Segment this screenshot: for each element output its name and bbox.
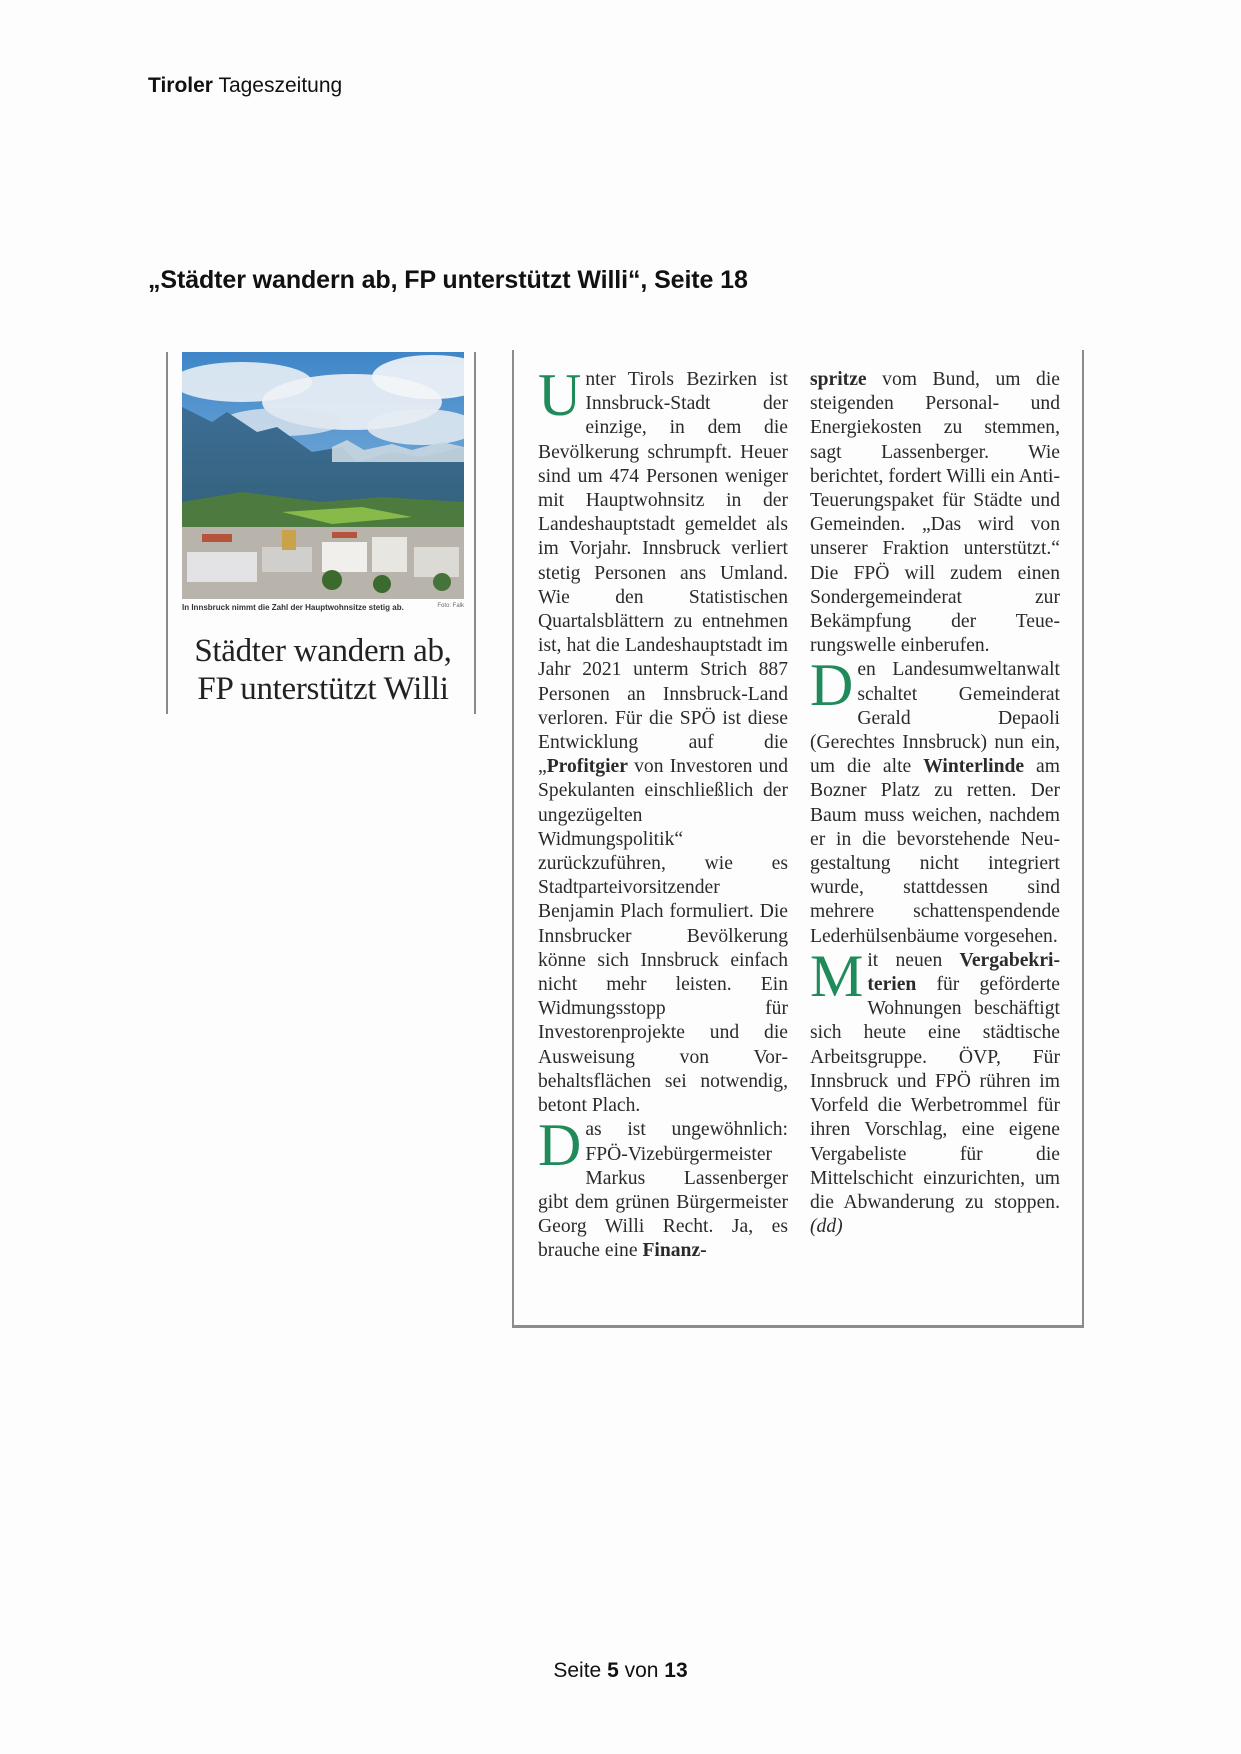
body-text: für geförderte Wohnungen beschäftigt sich heute eine städtische Arbeitsgruppe. ÖVP, Für Innsbruck und FPÖ rühren im Vorfeld die Werbetrommel für ihren Vorschlag, eine eigene Vergabeliste für die Mittelschicht einzurichten, um die Abwanderung zu stoppen.	[810, 974, 1060, 1213]
photo-caption-row	[182, 603, 464, 612]
teaser-headline-line1: Städter wandern ab,	[194, 633, 452, 669]
drop-cap: D	[810, 652, 854, 719]
bold-text: spritze	[810, 369, 867, 390]
photo-illustration	[182, 352, 464, 599]
body-text: en Landesumweltanwalt schaltet Gemeinderat Gerald Depaoli (Gerechtes Innsbruck) nun ein, um die alte	[810, 659, 1060, 778]
publication-name-rest: Tageszeitung	[218, 74, 343, 97]
article-paragraph	[538, 362, 788, 1118]
drop-cap: D	[538, 1112, 582, 1179]
teaser-headline-line2: FP unterstützt Willi	[197, 671, 449, 707]
page-total: 13	[664, 1659, 688, 1682]
page-footer	[0, 1659, 1241, 1683]
masthead	[148, 74, 342, 98]
article-column-2	[810, 368, 1060, 1239]
drop-cap: M	[810, 942, 864, 1009]
article-paragraph	[810, 942, 1060, 1239]
article-box	[512, 350, 1084, 1328]
teaser-column	[166, 352, 476, 714]
photo-caption: In Innsbruck nimmt die Zahl der Hauptwohnsitze stetig ab.	[182, 603, 404, 612]
page-prefix: Seite	[553, 1659, 602, 1682]
body-text: vom Bund, um die steigenden Personal- und Energiekosten zu stemmen, sagt Lassenberger. Wie berichtet, fordert Willi ein Anti-Teuerungspaket für Städte und Gemeinden. „Das wird von unserer Fraktion unterstützt.“ Die FPÖ will zudem einen Sondergemeinderat zur Bekämpfung der Teuerungswelle einberufen.	[810, 369, 1060, 657]
body-text: as ist ungewöhnlich: FPÖ-Vizebürgermeister Markus Lassenberger gibt dem grünen Bürgermeister Georg Willi Recht. Ja, es brauche eine	[538, 1119, 788, 1262]
author-initials: (dd)	[810, 1216, 843, 1238]
page-current: 5	[607, 1659, 619, 1682]
article-paragraph	[538, 1112, 788, 1263]
article-paragraph-continued	[810, 368, 1060, 658]
page-mid: von	[624, 1659, 659, 1682]
bold-text: Winterlinde	[923, 756, 1025, 778]
article-photo	[182, 352, 464, 599]
bold-text: Profitgier	[546, 756, 628, 778]
clipping-title: „Städter wandern ab, FP unterstützt Willi“, Seite 18	[148, 266, 748, 294]
bold-text: Finanz-	[642, 1240, 707, 1262]
drop-cap: U	[538, 362, 582, 428]
bold-text: Vergabekriterien	[867, 949, 1060, 996]
body-text: am Bozner Platz zu retten. Der Baum muss weichen, nachdem er in die bevorstehende Neugestaltung nicht integriert wurde, stattdessen sind mehrere schattenspendende Lederhülsenbäume vorgesehen.	[810, 756, 1060, 947]
body-text: von Investoren und Spekulanten einschließlich der ungezügelten Widmungspolitik“ zurückzuführen, wie es Stadtparteivorsitzender Benjamin Plach formuliert. Die Innsbrucker Bevölkerung könne sich Innsbruck einfach nicht mehr leisten. Ein Widmungsstopp für Investorenprojekte und die Ausweisung von Vorbehaltsflächen sei notwendig, betont Plach.	[538, 756, 788, 1117]
body-text: nter Tirols Bezirken ist Innsbruck-Stadt der einzige, in dem die Bevölkerung schrumpft. Heuer sind um 474 Personen weniger mit Hauptwohnsitz in der Landeshauptstadt gemeldet als im Vorjahr. Innsbruck verliert stetig Personen ans Umland. Wie den Statistischen Quartalsblättern zu entnehmen ist, hat die Landeshauptstadt im Jahr 2021 unterm Strich 887 Personen an Innsbruck-Land verloren. Für die SPÖ ist diese Entwicklung auf die „	[538, 369, 788, 778]
article-paragraph	[810, 652, 1060, 948]
publication-name-bold: Tiroler	[148, 74, 213, 97]
body-text: it neuen	[867, 949, 960, 971]
teaser-headline	[178, 632, 468, 708]
photo-credit: Foto: Falk	[437, 603, 464, 609]
article-column-1	[538, 362, 788, 1264]
